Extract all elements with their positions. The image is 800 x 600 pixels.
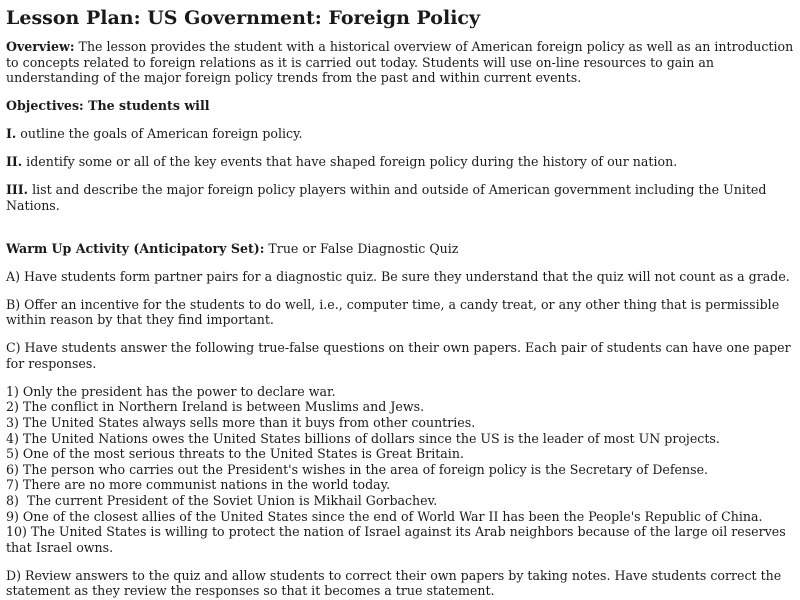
objective-text: identify some or all of the key events that have shaped foreign policy during the history of our nation. [22,154,678,170]
spacer [6,226,796,241]
objective-number: I. [6,126,17,142]
warmup-text: True or False Diagnostic Quiz [264,240,459,256]
warmup-final-step: D) Review answers to the quiz and allow students to correct their own papers by taking notes. Have students correct the statement as they review the responses so that it becomes a true statement. [6,567,782,599]
objective-item [6,182,796,213]
objective-text: outline the goals of American foreign policy. [16,126,303,142]
quiz-question: 9) One of the closest allies of the United States since the end of World War II has been the People's Republic of China. [6,508,763,524]
quiz-question: 1) Only the president has the power to declare war. [6,383,336,399]
quiz-question: 2) The conflict in Northern Ireland is between Muslims and Jews. [6,399,425,415]
objective-number: II. [6,154,23,170]
overview-label: Overview: [6,39,75,54]
quiz-question: 8) The current President of the Soviet Union is Mikhail Gorbachev. [6,492,438,508]
objective-item [6,126,796,142]
overview-paragraph [6,39,796,86]
quiz-question: 3) The United States always sells more than it buys from other countries. [6,415,476,431]
objective-item [6,154,796,170]
objectives-heading [6,98,796,114]
warmup-heading [6,241,796,257]
quiz-question: 7) There are no more communist nations in the world today. [6,477,391,493]
objective-number: III. [6,182,29,198]
quiz-question: 6) The person who carries out the President's wishes in the area of foreign policy is the Secretary of Defense. [6,461,709,477]
warmup-step: A) Have students form partner pairs for a diagnostic quiz. Be sure they understand that the quiz will not count as a grade. [6,268,790,284]
warmup-step: B) Offer an incentive for the students to do well, i.e., computer time, a candy treat, or any other thing that is permissible within reason by that they find important. [6,296,780,328]
objectives-heading-text: Objectives: The students will [6,98,210,114]
overview-text: The lesson provides the student with a historical overview of American foreign policy as well as an introduction to concepts related to foreign relations as it is carried out today. Students will use on-line resources to gain an understanding of the major foreign policy trends from the past and within current events. [6,39,794,86]
warmup-label: Warm Up Activity (Anticipatory Set): [6,240,265,256]
warmup-step: C) Have students answer the following true-false questions on their own papers. Each pair of students can have one paper for responses. [6,340,791,371]
quiz-question-list [6,384,796,556]
quiz-question: 5) One of the most serious threats to the United States is Great Britain. [6,446,464,462]
quiz-question: 10) The United States is willing to protect the nation of Israel against its Arab neighbors because of the large oil reserves that Israel owns. [6,524,786,555]
quiz-question: 4) The United Nations owes the United States billions of dollars since the US is the leader of most UN projects. [6,430,720,446]
objective-text: list and describe the major foreign policy players within and outside of American government including the United Nations. [6,182,767,213]
page-title: Lesson Plan: US Government: Foreign Policy [6,7,481,29]
